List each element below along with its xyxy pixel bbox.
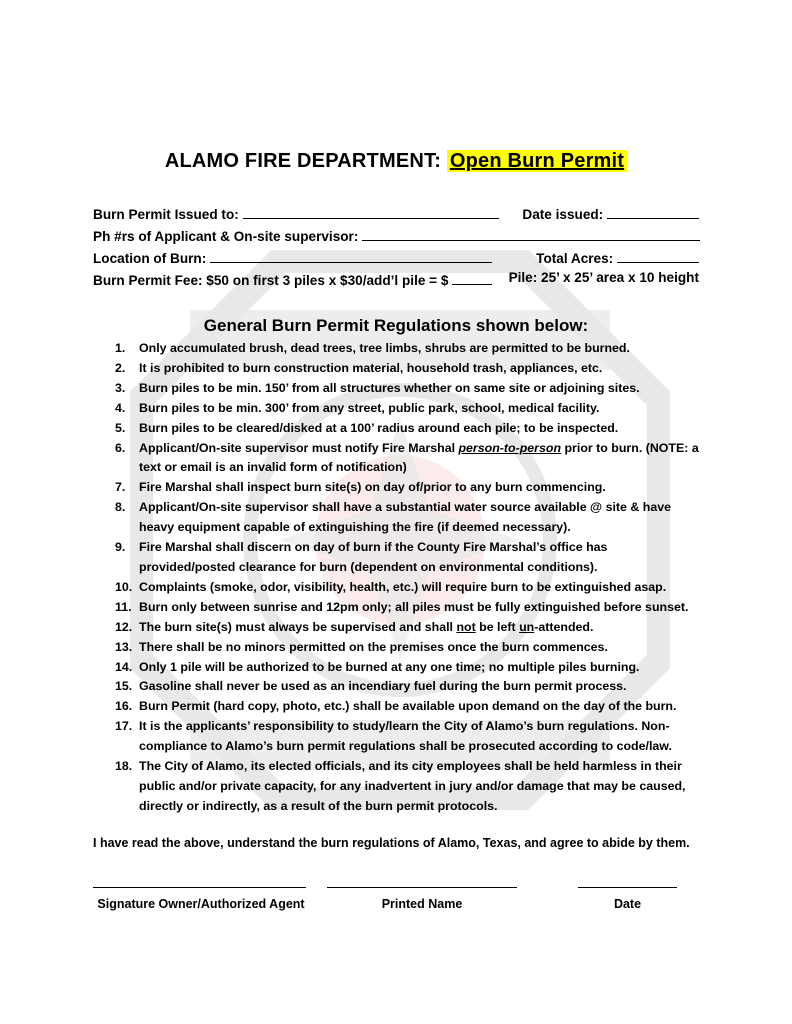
list-item [115,717,705,757]
item-number: 8. [115,500,126,515]
item-text: Burn Permit (hard copy, photo, etc.) shall be available upon demand on the day of the burn. [139,699,677,714]
list-item [115,578,705,598]
item-text: Applicant/On-site supervisor must notify Fire Marshal [139,440,459,455]
list-item [115,379,705,399]
date-issued-label: Date issued: [522,207,604,222]
list-item [115,598,705,618]
location-label: Location of Burn: [93,251,207,266]
item-text: be left [475,619,520,634]
title-highlight: Open Burn Permit [447,150,627,172]
phone-row [93,226,699,244]
title-prefix: ALAMO FIRE DEPARTMENT: [164,150,447,172]
list-item [115,658,705,678]
item-text: It is prohibited to burn construction material, household trash, appliances, etc. [139,360,603,375]
list-item [115,677,705,697]
list-item [115,339,705,359]
phone-label: Ph #rs of Applicant & On-site supervisor: [93,229,359,244]
location-row [93,248,699,266]
item-number: 9. [115,540,126,555]
item-text: It is the applicants’ responsibility to study/learn the City of Alamo’s burn regulations. Non-compliance to Alamo’s burn permit regulations shall be prosecuted according to code/law. [139,719,672,754]
list-item [115,638,705,658]
page-title [0,150,792,173]
item-number: 15. [115,679,133,694]
item-text: prior to burn. (NOTE: a text or email is an invalid form of notification) [139,440,699,475]
item-number: 11. [115,599,132,614]
item-text: Burn piles to be min. 150’ from all structures whether on same site or adjoining sites. [139,380,640,395]
item-number: 12. [115,619,133,634]
list-item [115,697,705,717]
item-text: Only 1 pile will be authorized to be burned at any one time; no multiple piles burning. [139,659,640,674]
pile-size-label: Pile: 25’ x 25’ area x 10 height [508,270,699,285]
item-text: Gasoline shall never be used as an incendiary fuel during the burn permit process. [139,679,627,694]
item-number: 7. [115,480,126,495]
date-label: Date [613,897,642,911]
item-number: 13. [115,639,133,654]
item-text: -attended. [534,619,594,634]
phone-field[interactable] [362,226,700,241]
issued-to-row [93,204,699,222]
total-acres-field[interactable] [617,248,699,263]
list-item [115,419,705,439]
regulations-list [115,339,705,817]
date-line[interactable] [578,887,677,888]
list-item [115,757,705,817]
item-emphasis: un [519,619,535,634]
issued-to-label: Burn Permit Issued to: [93,207,239,222]
signature-line[interactable] [93,887,306,888]
total-acres-label: Total Acres: [536,251,614,266]
item-text: Burn only between sunrise and 12pm only; all piles must be fully extinguished before sunset. [139,599,689,614]
printed-name-line[interactable] [327,887,517,888]
list-item [115,478,705,498]
item-text: The City of Alamo, its elected officials, and its city employees shall be held harmless in their public and/or private capacity, for any inadvertent in jury and/or damage that may be caused, directly or indirectly, as a result of the burn permit protocols. [139,759,686,813]
item-text: Only accumulated brush, dead trees, tree limbs, shrubs are permitted to be burned. [139,341,630,355]
issued-to-field[interactable] [243,204,499,219]
list-item [115,359,705,379]
item-text: Complaints (smoke, odor, visibility, health, etc.) will require burn to be extinguished asap. [139,579,667,594]
list-item [115,498,705,538]
item-number: 10. [115,579,133,594]
acknowledgement-text: I have read the above, understand the burn regulations of Alamo, Texas, and agree to abide by them. [93,836,690,850]
item-text: Fire Marshal shall discern on day of burn if the County Fire Marshal’s office has provided/posted clearance for burn (dependent on environmental conditions). [139,540,608,574]
item-text: There shall be no minors permitted on the premises once the burn commences. [139,639,608,654]
item-text: Burn piles to be min. 300’ from any street, public park, school, medical facility. [139,400,600,415]
list-item [115,618,705,638]
item-text: Applicant/On-site supervisor shall have a substantial water source available @ site & have heavy equipment capable of extinguishing the fire (if deemed necessary). [139,500,671,535]
item-text: The burn site(s) must always be supervised and shall [139,619,457,634]
item-number: 17. [115,719,133,734]
fee-field[interactable] [452,270,492,285]
item-number: 16. [115,699,133,714]
item-number: 4. [115,400,126,415]
item-number: 2. [115,360,126,375]
regulations-heading: General Burn Permit Regulations shown below: [203,316,589,335]
item-emphasis: not [456,619,476,634]
item-number: 14. [115,659,133,674]
item-number: 3. [115,380,126,395]
item-number: 5. [115,420,126,435]
list-item [115,538,705,578]
fee-label: Burn Permit Fee: $50 on first 3 piles x $30/add’l pile = $ [93,273,449,288]
item-text: Fire Marshal shall inspect burn site(s) on day of/prior to any burn commencing. [139,480,606,495]
signature-label: Signature Owner/Authorized Agent [97,897,305,911]
item-number: 6. [115,440,126,455]
date-issued-field[interactable] [607,204,699,219]
list-item [115,399,705,419]
item-emphasis: person-to-person [458,440,562,455]
fee-row [93,270,699,288]
item-text: Burn piles to be cleared/disked at a 100’ radius around each pile; to be inspected. [139,420,619,435]
printed-name-label: Printed Name [381,897,463,911]
list-item [115,439,705,479]
item-number: 1. [115,341,126,355]
location-field[interactable] [210,248,492,263]
item-number: 18. [115,759,133,774]
